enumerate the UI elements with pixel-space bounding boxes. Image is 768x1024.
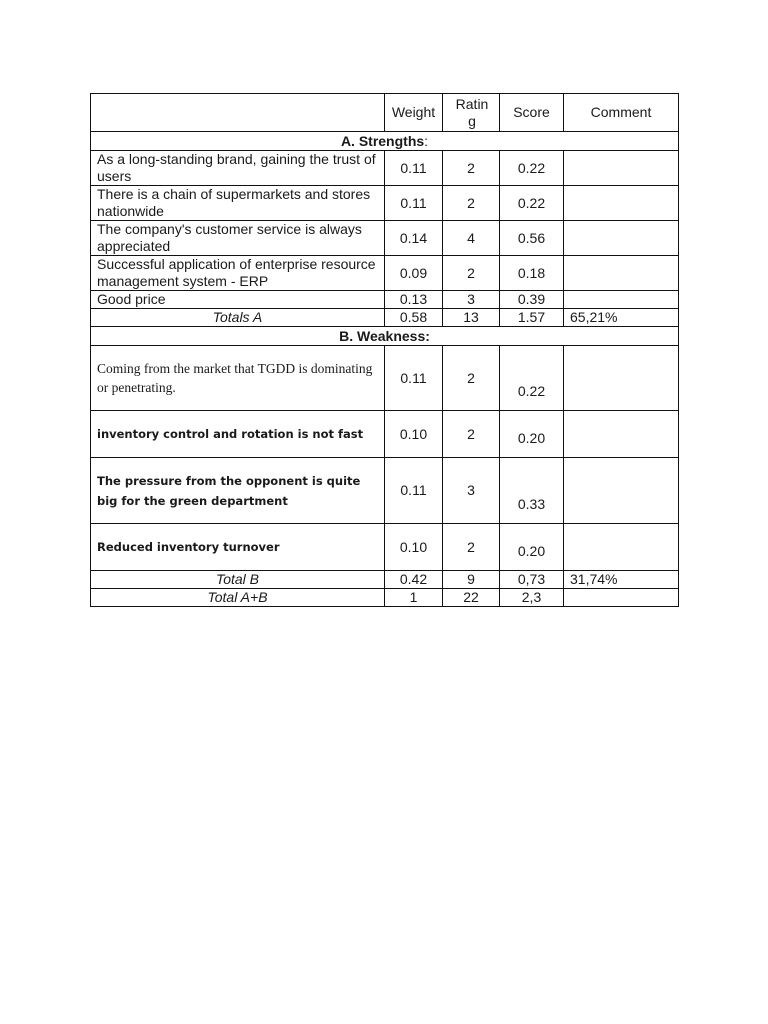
weight-cell: 0.11 xyxy=(385,186,443,221)
total-ab-row xyxy=(91,589,679,607)
header-score: Score xyxy=(500,94,564,132)
table-row xyxy=(91,151,679,186)
total-ab-comment xyxy=(564,589,679,607)
factor-cell: The company's customer service is always appreciated xyxy=(91,221,385,256)
factor-cell: There is a chain of supermarkets and stores nationwide xyxy=(91,186,385,221)
score-cell: 0.20 xyxy=(500,411,564,458)
score-cell: 0.18 xyxy=(500,256,564,291)
strengths-title: A. Strengths xyxy=(340,132,425,149)
total-ab-weight: 1 xyxy=(385,589,443,607)
score-cell: 0.22 xyxy=(500,151,564,186)
factor-cell: Coming from the market that TGDD is dominating or penetrating. xyxy=(91,346,385,411)
score-cell: 0.39 xyxy=(500,291,564,309)
weight-cell: 0.09 xyxy=(385,256,443,291)
total-ab-label: Total A+B xyxy=(91,589,385,607)
rating-cell: 3 xyxy=(443,458,500,524)
comment-cell xyxy=(564,458,679,524)
table-row xyxy=(91,411,679,458)
rating-cell: 2 xyxy=(443,524,500,571)
weight-cell: 0.14 xyxy=(385,221,443,256)
total-ab-score: 2,3 xyxy=(500,589,564,607)
totals-a-score: 1.57 xyxy=(500,309,564,327)
totals-a-weight: 0.58 xyxy=(385,309,443,327)
total-b-row xyxy=(91,571,679,589)
score-cell: 0.22 xyxy=(500,346,564,411)
weight-cell: 0.10 xyxy=(385,524,443,571)
ife-matrix-table xyxy=(90,93,679,607)
rating-cell: 3 xyxy=(443,291,500,309)
comment-cell xyxy=(564,411,679,458)
header-comment: Comment xyxy=(564,94,679,132)
strengths-heading xyxy=(91,132,679,151)
weight-cell: 0.10 xyxy=(385,411,443,458)
table-row xyxy=(91,186,679,221)
comment-cell xyxy=(564,221,679,256)
rating-cell: 2 xyxy=(443,151,500,186)
factor-cell: As a long-standing brand, gaining the trust of users xyxy=(91,151,385,186)
comment-cell xyxy=(564,291,679,309)
table-row xyxy=(91,291,679,309)
table-row xyxy=(91,524,679,571)
weight-cell: 0.11 xyxy=(385,346,443,411)
header-factor xyxy=(91,94,385,132)
comment-cell xyxy=(564,346,679,411)
weight-cell: 0.11 xyxy=(385,151,443,186)
comment-cell xyxy=(564,256,679,291)
rating-cell: 4 xyxy=(443,221,500,256)
table-row xyxy=(91,221,679,256)
table-row xyxy=(91,256,679,291)
table-row xyxy=(91,346,679,411)
score-cell: 0.56 xyxy=(500,221,564,256)
comment-cell xyxy=(564,151,679,186)
rating-cell: 2 xyxy=(443,411,500,458)
total-b-label: Total B xyxy=(91,571,385,589)
table-row xyxy=(91,458,679,524)
strengths-colon: : xyxy=(424,132,429,149)
totals-a-rating: 13 xyxy=(443,309,500,327)
totals-a-row xyxy=(91,309,679,327)
weight-cell: 0.13 xyxy=(385,291,443,309)
rating-cell: 2 xyxy=(443,256,500,291)
header-rating: Rating xyxy=(443,94,500,132)
score-cell: 0.20 xyxy=(500,524,564,571)
totals-a-label: Totals A xyxy=(91,309,385,327)
total-b-comment: 31,74% xyxy=(564,571,679,589)
total-ab-rating: 22 xyxy=(443,589,500,607)
factor-cell: inventory control and rotation is not fast xyxy=(91,411,385,458)
header-weight: Weight xyxy=(385,94,443,132)
totals-a-comment: 65,21% xyxy=(564,309,679,327)
total-b-score: 0,73 xyxy=(500,571,564,589)
score-cell: 0.22 xyxy=(500,186,564,221)
header-row xyxy=(91,94,679,132)
weakness-heading: B. Weakness: xyxy=(91,327,679,346)
comment-cell xyxy=(564,186,679,221)
rating-cell: 2 xyxy=(443,186,500,221)
factor-cell: Good price xyxy=(91,291,385,309)
total-b-weight: 0.42 xyxy=(385,571,443,589)
factor-cell: Successful application of enterprise resource management system - ERP xyxy=(91,256,385,291)
factor-cell: The pressure from the opponent is quite big for the green department xyxy=(91,458,385,524)
factor-cell: Reduced inventory turnover xyxy=(91,524,385,571)
score-cell: 0.33 xyxy=(500,458,564,524)
weight-cell: 0.11 xyxy=(385,458,443,524)
total-b-rating: 9 xyxy=(443,571,500,589)
comment-cell xyxy=(564,524,679,571)
rating-cell: 2 xyxy=(443,346,500,411)
strengths-section-row xyxy=(91,132,679,151)
weakness-section-row xyxy=(91,327,679,346)
